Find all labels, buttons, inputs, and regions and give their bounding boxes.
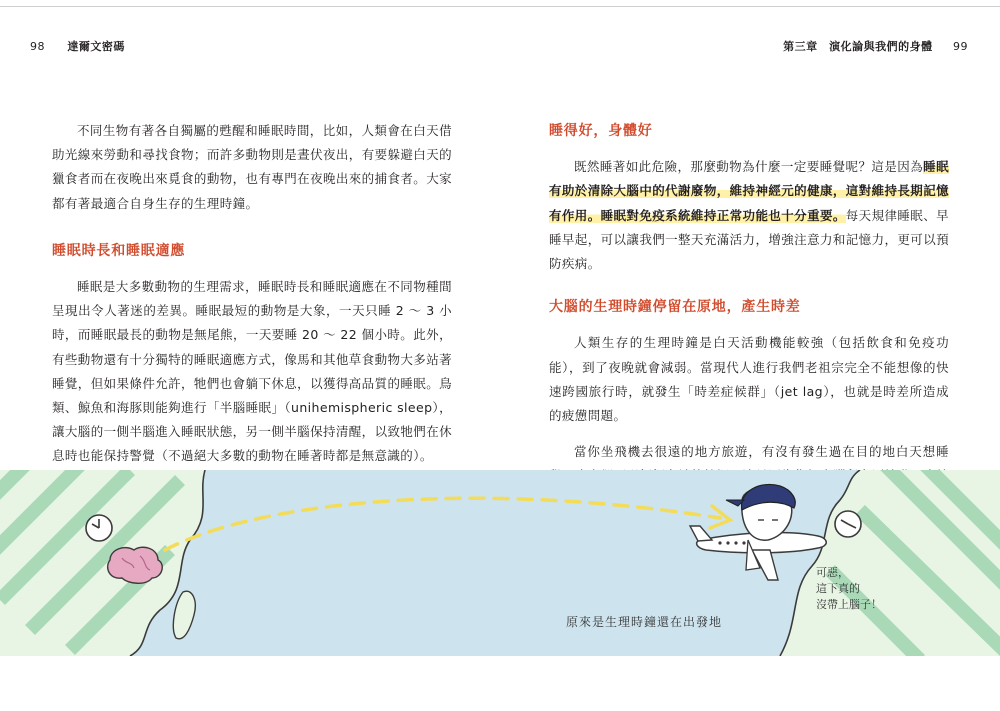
sleep-well-lead: 既然睡著如此危險，那麼動物為什麼一定要睡覺呢？這是因為: [574, 159, 924, 175]
destination-clock-icon: [835, 511, 861, 537]
highlighted-text: 睡眠有助於清除大腦中的代謝廢物，維持神經元的健康，這對維持長期記憶有作用。睡眠對免疫系統維持正常功能也十分重要。: [549, 159, 949, 223]
jet-lag-illustration: [0, 470, 1000, 656]
right-page-header: [783, 38, 968, 54]
speech-line-3: 沒帶上腦子！: [816, 598, 882, 611]
intro-paragraph: 不同生物有著各自獨屬的甦醒和睡眠時間，比如，人類會在白天借助光線來勞動和尋找食物；而許多動物則是晝伏夜出，有要躲避白天的獵食者而在夜晚出來覓食的動物，也有專門在夜晚出來的捕食者。大家都有著最適合自身生存的生理時鐘。: [52, 123, 452, 211]
left-page-header: [30, 38, 125, 54]
speech-line-1: 可惡，: [816, 566, 849, 579]
left-column: [52, 119, 452, 469]
sleep-well-tail: 每天規律睡眠、早睡早起，可以讓我們一整天充滿活力，增強注意力和記憶力，更可以預防疾病。: [549, 207, 950, 272]
travel-paragraph: 當你坐飛機去很遠的地方旅遊，有沒有發生過在目的地白天想睡: [574, 444, 949, 460]
left-page-number: 98: [30, 40, 45, 53]
chapter-title: 第三章 演化論與我們的身體: [783, 40, 933, 53]
brain-icon: [108, 547, 163, 583]
sleep-well-paragraph: [549, 155, 949, 276]
origin-clock-icon: [86, 515, 112, 541]
section-heading-sleep-well: 睡得好，身體好: [549, 123, 653, 139]
book-title: 達爾文密碼: [67, 40, 125, 53]
right-page-number: 99: [953, 40, 968, 53]
top-rule: [0, 6, 1000, 7]
section-heading-jet-lag: 大腦的生理時鐘停留在原地，產生時差: [549, 299, 801, 316]
speech-line-2: 這下真的: [816, 582, 860, 595]
jet-lag-paragraph: 人類生存的生理時鐘是白天活動機能較強（包括飲食和免疫功能），到了夜晚就會減弱。當現代人進行我們老祖宗完全不能想像的快速跨國旅行時，就發生「時差症候群」（jet lag），也就是時差所造成的疲憊問題。: [549, 335, 949, 424]
speech-text: [816, 565, 882, 613]
illustration-caption: 原來是生理時鐘還在出發地: [566, 615, 723, 629]
section-heading-sleep-duration: 睡眠時長和睡眠適應: [52, 242, 186, 259]
sleep-duration-paragraph: 睡眠是大多數動物的生理需求，睡眠時長和睡眠適應在不同物種間呈現出令人著迷的差異。睡眠最短的動物是大象，一天只睡 2 ～ 3 小時，而睡眠最長的動物是無尾熊，一天要睡 20 ～ 22 個小時。此外，有些動物還有十分獨特的睡眠適應方式，像馬和其他草食動物大多站著睡覺，但如果條件允許，牠們也會躺下休息，以獲得高品質的睡眠。鳥類、鯨魚和海豚則能夠進行「半腦睡眠」（unihemispheric sleep），讓大腦的一側半腦進入睡眠狀態，另一側半腦保持清醒，以致牠們在休息時也能保持警覺（不過絕大多數的動物在睡著時都是無意識的）。: [52, 279, 452, 464]
